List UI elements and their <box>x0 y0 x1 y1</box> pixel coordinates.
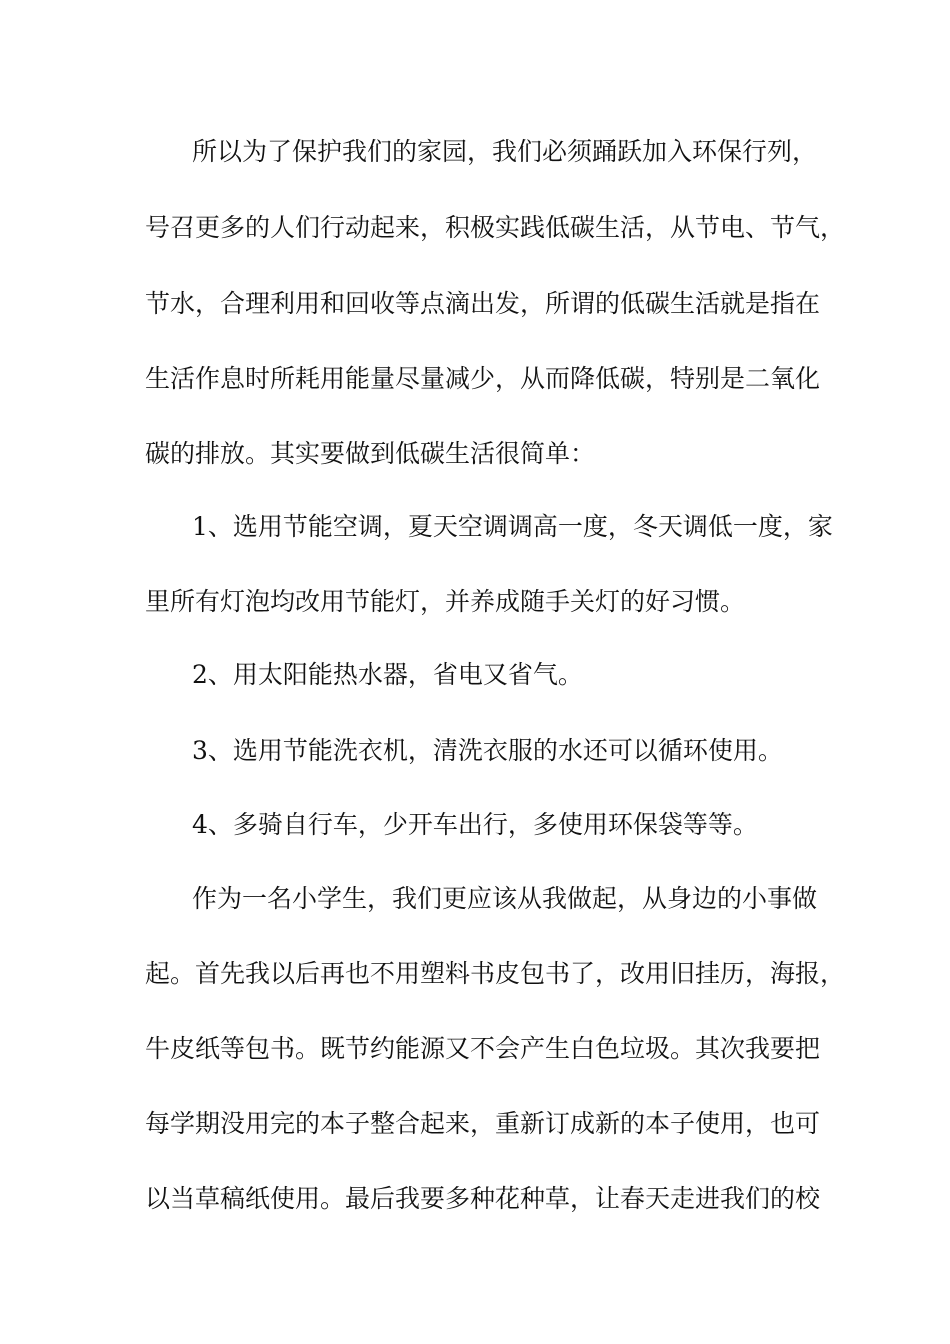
paragraph-1-line-2: 号召更多的人们行动起来，积极实践低碳生活，从节电、节气， <box>145 213 846 242</box>
text-line <box>0 1104 950 1144</box>
text-line <box>0 132 950 172</box>
paragraph-1-line-4: 生活作息时所耗用能量尽量减少，从而降低碳，特别是二氧化 <box>145 364 821 393</box>
text-line <box>0 582 950 622</box>
list-item-4: 4、多骑自行车，少开车出行，多使用环保袋等等。 <box>192 810 758 839</box>
text-line <box>0 434 950 474</box>
list-item-2: 2、用太阳能热水器，省电又省气。 <box>192 660 583 689</box>
text-line <box>0 879 950 919</box>
paragraph-2-line-3: 牛皮纸等包书。既节约能源又不会产生白色垃圾。其次我要把 <box>145 1034 821 1063</box>
paragraph-1-line-1: 所以为了保护我们的家园，我们必须踊跃加入环保行列， <box>192 137 818 166</box>
text-line <box>0 954 950 994</box>
text-line <box>0 1029 950 1069</box>
text-line <box>0 1179 950 1219</box>
text-line <box>0 359 950 399</box>
text-line <box>0 655 950 695</box>
paragraph-2-line-5: 以当草稿纸使用。最后我要多种花种草，让春天走进我们的校 <box>145 1184 821 1213</box>
paragraph-1-line-5: 碳的排放。其实要做到低碳生活很简单： <box>145 439 596 468</box>
text-line <box>0 805 950 845</box>
text-line <box>0 507 950 547</box>
text-line <box>0 284 950 324</box>
text-line <box>0 208 950 248</box>
paragraph-2-line-1: 作为一名小学生，我们更应该从我做起，从身边的小事做 <box>192 884 818 913</box>
text-line <box>0 731 950 771</box>
list-item-1-line-2: 里所有灯泡均改用节能灯，并养成随手关灯的好习惯。 <box>145 587 746 616</box>
list-item-1-line-1: 1、选用节能空调，夏天空调调高一度，冬天调低一度，家 <box>192 512 833 541</box>
paragraph-1-line-3: 节水，合理利用和回收等点滴出发，所谓的低碳生活就是指在 <box>145 289 821 318</box>
paragraph-2-line-4: 每学期没用完的本子整合起来，重新订成新的本子使用，也可 <box>145 1109 821 1138</box>
list-item-3: 3、选用节能洗衣机，清洗衣服的水还可以循环使用。 <box>192 736 783 765</box>
paragraph-2-line-2: 起。首先我以后再也不用塑料书皮包书了，改用旧挂历，海报， <box>145 959 846 988</box>
